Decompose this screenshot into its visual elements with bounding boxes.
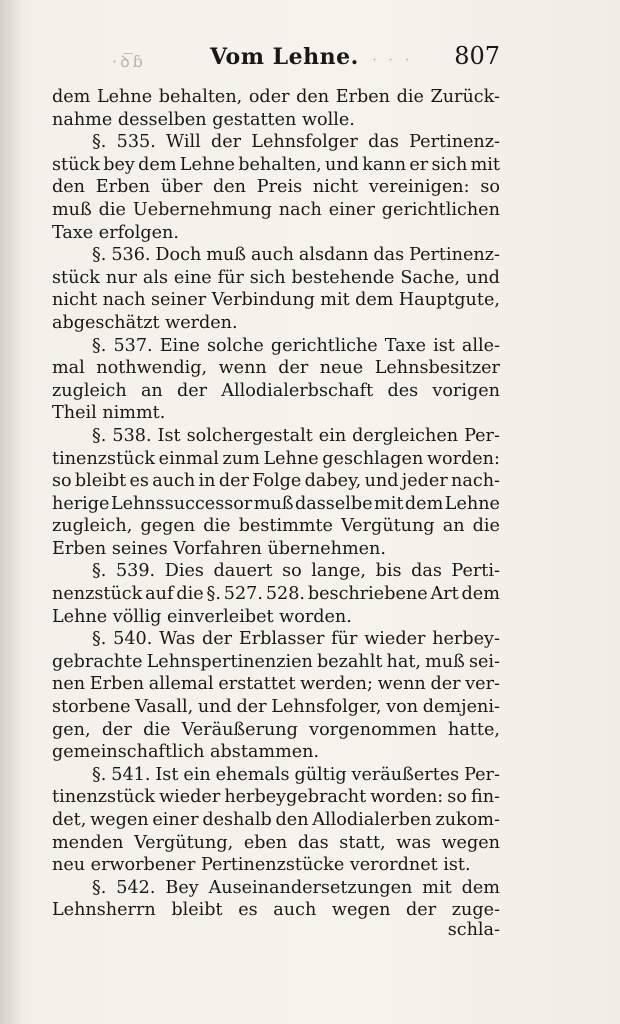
word: 539. [115, 561, 156, 582]
word: behalten, [158, 87, 243, 107]
bleed-through-text-left: ·ꝺ͞ɓ [112, 52, 146, 71]
word: für [331, 629, 358, 650]
word: der [202, 629, 233, 650]
word: Ist [157, 425, 181, 446]
word: Sache, [400, 267, 461, 288]
text-line [52, 877, 500, 900]
word: herbeygebracht [224, 787, 367, 808]
word: worden: [426, 448, 500, 469]
word: Hauptgute, [398, 290, 500, 311]
word: ist [433, 335, 455, 356]
text-line [52, 267, 500, 290]
text-line: Taxe erfolgen. [52, 222, 179, 243]
word: bleibt [171, 900, 223, 921]
word: jeder [401, 471, 448, 492]
word: nenzstück [52, 584, 143, 605]
word: gen, [52, 719, 91, 740]
word: 538. [112, 425, 152, 446]
word: bleibt [74, 471, 127, 492]
word: er [409, 154, 429, 175]
word: Was [159, 629, 196, 650]
word: ehemals [215, 764, 290, 785]
word: erstattet [218, 674, 296, 695]
word: wegen [331, 900, 391, 921]
word: mit [422, 877, 452, 898]
word: muß [425, 651, 465, 672]
word: Lehne [179, 154, 235, 175]
word: stück [52, 267, 100, 288]
word: Per- [464, 764, 500, 785]
word: dabey, [304, 471, 362, 492]
word: dem [138, 154, 177, 175]
word: vereinigen: [368, 177, 470, 198]
word: §. [92, 132, 107, 153]
word: muß [52, 199, 92, 220]
word: 537. [113, 335, 153, 356]
word: so [52, 471, 72, 492]
text-line [52, 493, 500, 516]
text-line [52, 244, 500, 267]
word: die [176, 584, 204, 605]
word: und [197, 697, 232, 718]
text-line [52, 425, 500, 448]
word: und [364, 471, 399, 492]
text-line [52, 899, 500, 922]
word: für [217, 267, 244, 288]
text-line [52, 696, 500, 719]
word: Uebernehmung [132, 199, 272, 220]
word: Lehnsfolger [251, 132, 358, 153]
running-title: Vom Lehne. [210, 44, 359, 70]
word: 541. [111, 764, 151, 785]
word: solche [206, 335, 264, 356]
word: §. [92, 425, 107, 446]
word: Doch [155, 245, 202, 266]
word: hatte, [448, 719, 500, 740]
word: Erben [335, 87, 390, 107]
word: herbey- [432, 629, 500, 650]
word: Erben [89, 674, 145, 695]
word: 528. [265, 584, 306, 605]
text-line [52, 199, 500, 222]
word: das [368, 132, 399, 153]
word: zugleich, [52, 516, 133, 537]
page-header [52, 40, 500, 76]
word: fin- [470, 787, 500, 808]
word: auf [145, 584, 174, 605]
word: einer [328, 199, 375, 220]
word: Allodialerbschaft [221, 380, 374, 401]
word: sei- [468, 651, 500, 672]
word: Art [430, 584, 459, 605]
word: §. [92, 561, 107, 582]
word: auch [250, 245, 294, 266]
word: Lehnsfolger, [271, 697, 382, 718]
word: auch [152, 471, 196, 492]
text-line [52, 131, 500, 154]
text-line [52, 289, 500, 312]
text-line [52, 673, 500, 696]
word: veräußertes [351, 764, 460, 785]
text-line [52, 470, 500, 493]
word: dauert [213, 561, 273, 582]
word: storbene [52, 697, 131, 718]
word: wieder [364, 629, 426, 650]
word: nach [278, 199, 322, 220]
word: es [129, 471, 149, 492]
word: zuge- [451, 900, 500, 921]
word: auch [273, 900, 317, 921]
word: Auseinandersetzungen [208, 877, 413, 898]
word: bestehende [291, 267, 395, 288]
word: nicht [312, 177, 359, 198]
word: als [142, 267, 168, 288]
word: der [278, 358, 309, 379]
text-line [52, 380, 500, 403]
bleed-through-text-right: · · · [372, 50, 413, 69]
word: det, [52, 810, 87, 830]
word: so [282, 561, 302, 582]
word: nur [105, 267, 137, 288]
word: an [140, 380, 163, 401]
word: Lehne [96, 87, 153, 107]
word: Lehnspertinenzien [146, 651, 313, 672]
word: das [297, 832, 329, 853]
word: zum [222, 448, 260, 469]
text-line: neu erworbener Pertinenzstücke verordnet ist. [52, 855, 471, 876]
word: lange, [311, 561, 366, 582]
word: nach- [451, 471, 500, 492]
word: der [430, 674, 461, 695]
word: muß [206, 245, 247, 266]
word: oder [248, 87, 290, 107]
word: so [480, 177, 500, 198]
body-text [52, 86, 500, 922]
word: solchergestalt [186, 425, 313, 446]
word: der [218, 471, 249, 492]
word: §. [92, 245, 107, 266]
word: der [101, 719, 132, 740]
word: Verbindung [211, 290, 315, 311]
text-line [52, 719, 500, 742]
word: Erben [95, 177, 151, 198]
word: und [325, 154, 359, 175]
word: geschlagen [322, 448, 424, 469]
word: gebrachte [52, 651, 143, 672]
word: des [387, 380, 419, 401]
word: behalten, [238, 154, 322, 175]
word: an [442, 516, 465, 537]
word: dem [404, 493, 444, 514]
word: deshalb [202, 810, 272, 830]
word: kann [362, 154, 407, 175]
word: gerichtliche [270, 335, 378, 356]
word: §. [206, 584, 221, 605]
word: Zurück- [430, 87, 500, 107]
word: der [236, 697, 267, 718]
word: mal [52, 358, 85, 379]
word: dem [52, 87, 91, 107]
text-line: gemeinschaftlich abstammen. [52, 742, 320, 763]
word: den [213, 177, 247, 198]
word: tinenzstück [52, 448, 155, 469]
word: Pertinenz- [409, 245, 500, 266]
word: die [203, 516, 231, 537]
word: §. [92, 764, 107, 785]
word: dem [461, 877, 500, 898]
text-line [52, 515, 500, 538]
word: Per- [464, 425, 500, 446]
word: alle- [461, 335, 500, 356]
word: den [296, 87, 330, 107]
text-line: nahme desselben gestatten wolle. [52, 109, 355, 130]
word: 540. [113, 629, 153, 650]
word: dem [355, 290, 394, 311]
word: bey [103, 154, 135, 175]
word: Vergütung [341, 516, 435, 537]
text-line [52, 809, 500, 832]
word: vorgenommen [309, 719, 437, 740]
text-line: Erben seines Vorfahren übernehmen. [52, 538, 386, 559]
word: demjeni- [422, 697, 500, 718]
text-line [52, 176, 500, 199]
word: so [447, 787, 467, 808]
word: menden [52, 832, 124, 853]
word: mit [470, 154, 500, 175]
word: beschriebene [307, 584, 428, 605]
word: Vergütung, [134, 832, 234, 853]
gutter-shadow [0, 0, 22, 1024]
word: Lehnssuccessor [110, 493, 253, 514]
word: Erblasser [238, 629, 325, 650]
text-line [52, 86, 500, 109]
word: die [472, 516, 500, 537]
word: mit [320, 290, 350, 311]
word: seiner [150, 290, 207, 311]
word: §. [92, 629, 107, 650]
word: der [210, 132, 242, 153]
word: einer [152, 810, 199, 830]
word: Preis [256, 177, 303, 198]
word: einmal [158, 448, 219, 469]
word: Taxe [384, 335, 426, 356]
word: Bey [165, 877, 199, 898]
page-number: 807 [454, 42, 500, 70]
word: in [198, 471, 216, 492]
word: wenn [218, 358, 267, 379]
word: bestimmte [238, 516, 333, 537]
text-line: Lehne völlig einverleibet worden. [52, 606, 352, 627]
word: bis [375, 561, 402, 582]
word: muß [253, 493, 294, 514]
word: nicht [52, 290, 98, 311]
text-line: abgeschätzt werden. [52, 312, 238, 333]
word: Eine [159, 335, 200, 356]
word: wegen [90, 810, 149, 830]
text-line [52, 764, 500, 787]
word: gültig [294, 764, 347, 785]
word: Veräußerung [181, 719, 298, 740]
word: dasselbe [295, 493, 373, 514]
word: 536. [111, 245, 151, 266]
word: den [52, 177, 86, 198]
word: werden; [300, 674, 373, 695]
text-line [52, 335, 500, 358]
text-line [52, 560, 500, 583]
text-line [52, 583, 500, 606]
catchword: schla- [447, 920, 500, 940]
word: nothwendig, [96, 358, 208, 379]
word: statt, [339, 832, 386, 853]
word: herige [52, 493, 110, 514]
word: eine [173, 267, 212, 288]
word: allemal [148, 674, 214, 695]
word: gerichtlichen [381, 199, 500, 220]
text-line [52, 357, 500, 380]
word: sich [249, 267, 286, 288]
word: Will [166, 132, 201, 153]
text-line [52, 628, 500, 651]
text-line [52, 448, 500, 471]
word: tinenzstück [52, 787, 155, 808]
word: der [406, 900, 437, 921]
word: dergleichen [352, 425, 459, 446]
word: mit [374, 493, 404, 514]
word: alsdann [298, 245, 369, 266]
text-line [52, 786, 500, 809]
word: das [373, 245, 405, 266]
word: ver- [465, 674, 500, 695]
word: §. [92, 877, 107, 898]
word: Lehnsbesitzer [374, 358, 500, 379]
text-line [52, 832, 500, 855]
word: Vasall, [135, 697, 194, 718]
word: das [411, 561, 442, 582]
word: nach [102, 290, 146, 311]
word: vorigen [432, 380, 500, 401]
word: bezahlt [316, 651, 383, 672]
word: 535. [116, 132, 156, 153]
word: Dies [164, 561, 204, 582]
word: ein [183, 764, 211, 785]
word: Ist [155, 764, 179, 785]
word: sich [431, 154, 468, 175]
word: wegen [441, 832, 500, 853]
word: gegen [140, 516, 196, 537]
text-line: Theil nimmt. [52, 403, 166, 424]
word: Lehne [444, 493, 500, 514]
word: es [238, 900, 258, 921]
word: die [396, 87, 424, 107]
word: Lehnsherrn [52, 900, 156, 921]
text-line [52, 154, 500, 177]
text-line [52, 651, 500, 674]
word: worden: [370, 787, 444, 808]
word: was [396, 832, 431, 853]
word: die [98, 199, 126, 220]
word: Folge [252, 471, 302, 492]
word: Pertinenz- [409, 132, 500, 153]
word: 542. [116, 877, 156, 898]
word: 527. [223, 584, 263, 605]
word: hat, [386, 651, 421, 672]
word: stück [52, 154, 100, 175]
word: dem [461, 584, 500, 605]
word: der [176, 380, 208, 401]
word: Perti- [451, 561, 500, 582]
word: neue [319, 358, 364, 379]
word: wenn [377, 674, 426, 695]
word: ein [318, 425, 347, 446]
word: §. [92, 335, 107, 356]
word: zukom- [435, 810, 500, 830]
word: Lehne [263, 448, 319, 469]
word: Allodialerben [312, 810, 432, 830]
word: die [143, 719, 171, 740]
word: von [386, 697, 419, 718]
word: nen [52, 674, 86, 695]
word: den [275, 810, 309, 830]
word: wieder [159, 787, 221, 808]
word: zugleich [52, 380, 127, 401]
word: und [466, 267, 500, 288]
word: eben [243, 832, 288, 853]
word: über [160, 177, 203, 198]
